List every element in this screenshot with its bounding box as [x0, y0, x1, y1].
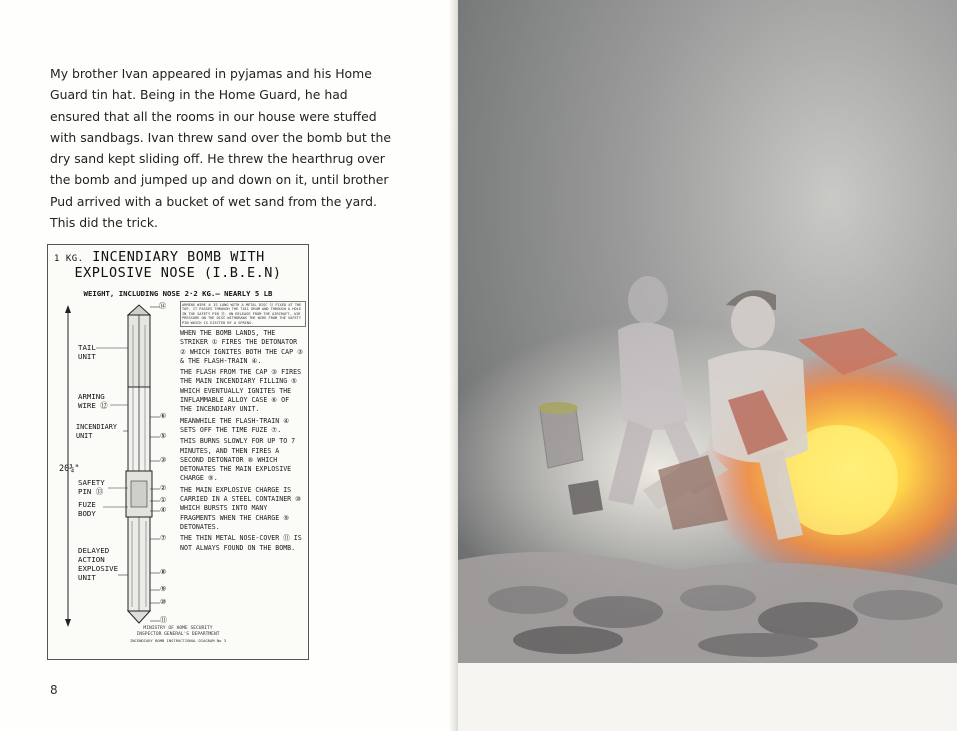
part-number-9: ⑨ [160, 585, 167, 593]
label-delayed-action-explosive-unit: DELAYED ACTION EXPLOSIVE UNIT [78, 546, 119, 582]
part-number-4: ④ [160, 506, 167, 514]
diagram-title-line-2: EXPLOSIVE NOSE (I.B.E.N) [74, 265, 282, 281]
footer-line: INSPECTOR GENERAL'S DEPARTMENT [136, 632, 220, 637]
footer-line: MINISTRY OF HOME SECURITY [143, 626, 213, 631]
arming-wire-note: ARMING WIRE ② IS LONG WITH A METAL DISC ⑭ FIXED AT THE TOP. IT PASSES THROUGH THE TAIL DRUM AND THROUGH A HOLE IN THE SAFETY PIN ⑬. ON RELEASE FROM THE AIRCRAFT, AIR PRESSURE ON THE DISC WITHDRAWS THE WIRE FROM THE SAFETY PIN WHICH IS EJECTED BY A SPRING. [180, 301, 306, 327]
explanation-step: THE FLASH FROM THE CAP ③ FIRES THE MAIN INCENDIARY FILLING ⑤ WHICH EVENTUALLY IGNITES THE INFLAMMABLE ALLOY CASE ⑥ OF THE INCENDIARY UNIT. [180, 368, 302, 414]
watercolor-illustration [458, 0, 957, 731]
label-arming-wire: ARMING WIRE ⑫ [78, 392, 108, 410]
part-number-1: ① [160, 496, 167, 504]
part-number-8: ⑧ [160, 568, 167, 576]
label-incendiary-unit: INCENDIARY UNIT [76, 423, 117, 440]
explanation-step: THE MAIN EXPLOSIVE CHARGE IS CARRIED IN A STEEL CONTAINER ⑩ WHICH BURSTS INTO MANY FRAGMENTS WHEN THE CHARGE ⑨ DETONATES. [180, 485, 302, 531]
label-length: 20¾" [59, 464, 80, 474]
explanation-step: WHEN THE BOMB LANDS, THE STRIKER ① FIRES THE DETONATOR ② WHICH IGNITES BOTH THE CAP ③ & THE FLASH-TRAIN ④. [180, 329, 303, 365]
diagram-explanation [180, 329, 304, 555]
explanation-step: MEANWHILE THE FLASH-TRAIN ④ SETS OFF THE TIME FUZE ⑦. [180, 416, 290, 434]
diagram-weight: WEIGHT, INCLUDING NOSE 2·2 KG.— NEARLY 5 LB [83, 289, 273, 298]
part-number-14: ⑭ [159, 302, 166, 310]
label-tail-unit: TAIL UNIT [78, 343, 96, 361]
part-number-3: ③ [160, 456, 167, 464]
explanation-step: THE THIN METAL NOSE-COVER ⑪ IS NOT ALWAYS FOUND ON THE BOMB. [180, 534, 302, 552]
label-fuze-body: FUZE BODY [78, 500, 96, 518]
part-number-2: ② [160, 484, 167, 492]
page-margin-bottom [458, 663, 957, 731]
incendiary-bomb-diagram [47, 244, 309, 660]
part-number-7: ⑦ [160, 534, 167, 542]
part-number-5: ⑤ [160, 432, 167, 440]
part-number-10: ⑩ [160, 598, 167, 606]
diagram-title-line-1: 1 KG. INCENDIARY BOMB WITH [54, 249, 265, 265]
part-number-11: ⑪ [160, 616, 167, 624]
label-safety-pin: SAFETY PIN ⑬ [78, 478, 105, 496]
diagram-footer [48, 626, 308, 644]
fire-scene-painting [458, 0, 957, 731]
part-number-6: ⑥ [160, 412, 167, 420]
explanation-step: THIS BURNS SLOWLY FOR UP TO 7 MINUTES, AND THEN FIRES A SECOND DETONATOR ⑧ WHICH DETONATES THE MAIN EXPLOSIVE CHARGE ⑨. [180, 437, 296, 483]
page-number: 8 [50, 683, 58, 697]
footer-line: INCENDIARY BOMB INSTRUCTIONAL DIAGRAM No 3 [129, 638, 226, 643]
left-page [0, 0, 455, 731]
story-paragraph: My brother Ivan appeared in pyjamas and his Home Guard tin hat. Being in the Home Guard, he had ensured that all the rooms in our house were stuffed with sandbags. Ivan threw sand over the bomb but the dry sand kept sliding off. He threw the hearthrug over the bomb and jumped up and down on it, until brother Pud arrived with a bucket of wet sand from the yard. This did the trick. [50, 66, 391, 231]
